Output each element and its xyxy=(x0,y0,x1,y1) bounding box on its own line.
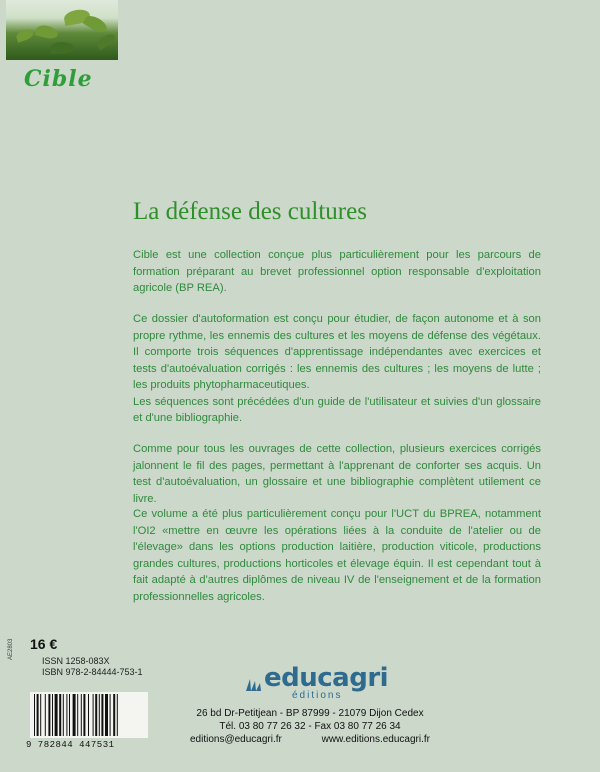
isbn: ISBN 978-2-84444-753-1 xyxy=(42,667,143,677)
paragraph-content: Ce dossier d'autoformation est conçu pour étudier, de façon autonome et à son propre rythme, les ennemis des cultures et les moyens de défense des végétaux. Il comporte trois séquences d'apprentissage indépendantes avec exercices et tests d'autoévaluation corrigés : les ennemis des cultures ; les moyens de lutte ; les produits phytopharmaceutiques. Les séquences sont précédées d'un guide de l'utilisateur et suivies d'un glossaire et d'une bibliographie. xyxy=(133,313,541,424)
publisher-logo xyxy=(244,663,389,701)
publisher-phone: Tél. 03 80 77 26 32 - Fax 03 80 77 26 34 xyxy=(219,721,401,732)
collection-logo: Cible xyxy=(24,66,93,92)
paragraph-target: Ce volume a été plus particulièrement conçu pour l'UCT du BPREA, notamment l'OI2 «mettre en œuvre les opérations liées à la conduite de l'atelier ou de l'élevage» dans les options production laitière, production viticole, productions grandes cultures, productions horticoles et élevage équin. Il est cependant tout à fait adapté à d'autres diplômes de niveau IV de l'enseignement et de la formation professionnelles agricoles. xyxy=(133,508,541,603)
crop-photo xyxy=(6,0,118,60)
barcode xyxy=(30,692,148,738)
publisher-address-block xyxy=(190,707,430,746)
publisher-website[interactable]: www.editions.educagri.fr xyxy=(321,734,430,745)
publisher-name: educagri xyxy=(264,663,389,693)
paragraph-exercises: Comme pour tous les ouvrages de cette collection, plusieurs exercices corrigés jalonnent le fil des pages, permettant à l'apprenant de conforter ses acquis. Un test d'autoévaluation, un glossaire et une bibliographie complètent utilement ce livre. xyxy=(133,443,541,505)
publisher-address: 26 bd Dr-Petitjean - BP 87999 - 21079 Dijon Cedex xyxy=(196,708,424,719)
price: 16 € xyxy=(30,636,58,652)
publisher-email[interactable]: editions@educagri.fr xyxy=(190,734,282,745)
paragraph-intro: Cible est une collection conçue plus particulièrement pour les parcours de formation préparant au brevet professionnel option responsable d'exploitation agricole (BP REA). xyxy=(133,249,541,294)
side-code: AE2803 xyxy=(8,638,14,660)
barcode-number: 9 782844 447531 xyxy=(26,740,115,750)
identifiers xyxy=(42,656,143,678)
book-title: La défense des cultures xyxy=(133,198,367,225)
issn: ISSN 1258-083X xyxy=(42,656,110,666)
grass-icon xyxy=(244,677,264,691)
publisher-sub: éditions xyxy=(292,690,343,701)
